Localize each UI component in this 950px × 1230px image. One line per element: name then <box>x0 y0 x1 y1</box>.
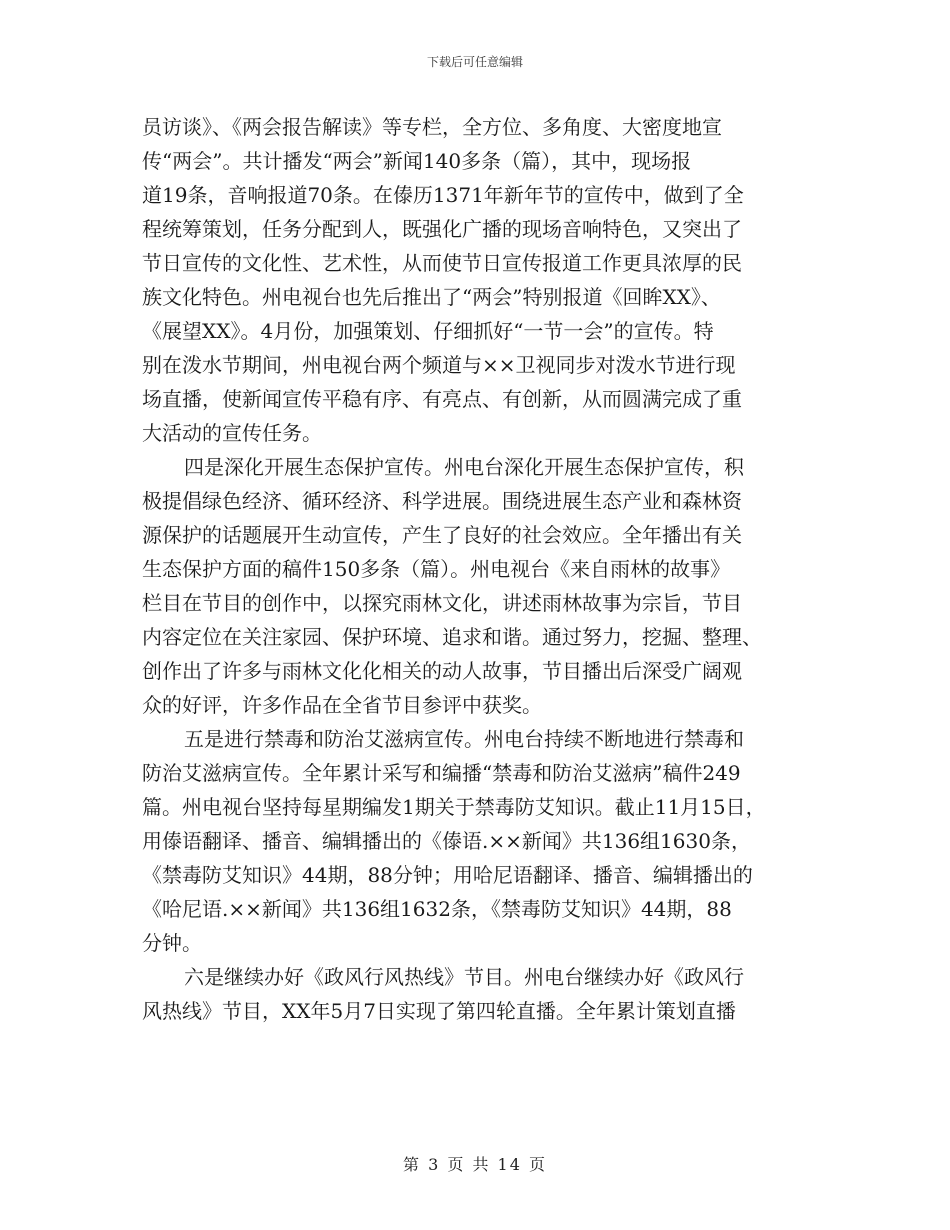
text-line: 分钟。 <box>142 931 202 955</box>
text-line: 场直播，使新闻宣传平稳有序、有亮点、有创新，从而圆满完成了重 <box>142 387 742 411</box>
text-line: 众的好评，许多作品在全省节目参评中获奖。 <box>142 693 542 717</box>
page-number-footer: 第 3 页 共 14 页 <box>403 1155 547 1174</box>
text-line: 篇。州电视台坚持每星期编发1期关于禁毒防艾知识。截止11月15日， <box>142 795 766 819</box>
paragraph-start-line: 五是进行禁毒和防治艾滋病宣传。州电台持续不断地进行禁毒和 <box>184 727 744 751</box>
text-line: 程统筹策划，任务分配到人，既强化广播的现场音响特色，又突出了 <box>142 217 742 241</box>
text-line: 员访谈》、《两会报告解读》等专栏，全方位、多角度、大密度地宣 <box>142 115 722 139</box>
text-line: 《禁毒防艾知识》44期，88分钟；用哈尼语翻译、播音、编辑播出的 <box>142 863 753 887</box>
text-line: 风热线》节目，XX年5月7日实现了第四轮直播。全年累计策划直播 <box>142 999 736 1023</box>
document-body <box>142 110 822 1028</box>
paragraph-start-line: 六是继续办好《政风行风热线》节目。州电台继续办好《政风行 <box>184 965 744 989</box>
text-line: 道19条，音响报道70条。在傣历1371年新年节的宣传中，做到了全 <box>142 183 744 207</box>
page-header-note: 下载后可任意编辑 <box>426 55 523 69</box>
text-line: 内容定位在关注家园、保护环境、追求和谐。通过努力，挖掘、整理、 <box>142 625 762 649</box>
text-line: 用傣语翻译、播音、编辑播出的《傣语.××新闻》共136组1630条， <box>142 829 751 853</box>
paragraph-start-line: 四是深化开展生态保护宣传。州电台深化开展生态保护宣传，积 <box>184 455 744 479</box>
text-line: 极提倡绿色经济、循环经济、科学进展。围绕进展生态产业和森林资 <box>142 489 742 513</box>
text-line: 生态保护方面的稿件150多条（篇）。州电视台《来自雨林的故事》 <box>142 557 731 581</box>
text-line: 节日宣传的文化性、艺术性，从而使节日宣传报道工作更具浓厚的民 <box>142 251 742 275</box>
text-line: 源保护的话题展开生动宣传，产生了良好的社会效应。全年播出有关 <box>142 523 742 547</box>
text-line: 栏目在节目的创作中，以探究雨林文化，讲述雨林故事为宗旨，节目 <box>142 591 742 615</box>
text-line: 大活动的宣传任务。 <box>142 421 322 445</box>
text-line: 创作出了许多与雨林文化化相关的动人故事，节目播出后深受广阔观 <box>142 659 742 683</box>
text-line: 传“两会”。共计播发“两会”新闻140多条（篇），其中，现场报 <box>142 149 692 173</box>
text-line: 《哈尼语.××新闻》共136组1632条，《禁毒防艾知识》44期，88 <box>142 897 732 921</box>
text-line: 防治艾滋病宣传。全年累计采写和编播“禁毒和防治艾滋病”稿件249 <box>142 761 741 785</box>
text-line: 《展望XX》。4月份，加强策划、仔细抓好“一节一会”的宣传。特 <box>142 319 714 343</box>
text-line: 别在泼水节期间，州电视台两个频道与××卫视同步对泼水节进行现 <box>142 353 736 377</box>
text-line: 族文化特色。州电视台也先后推出了“两会”特别报道《回眸XX》、 <box>142 285 721 309</box>
